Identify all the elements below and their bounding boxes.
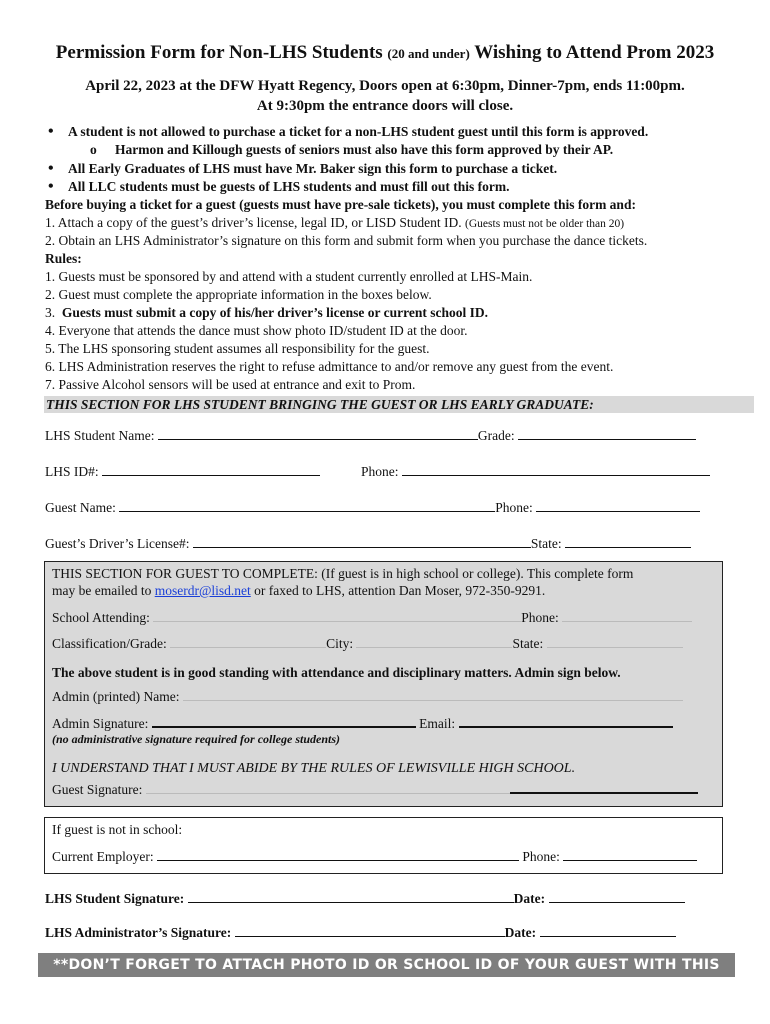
- employer-phone-label: Phone:: [522, 849, 560, 864]
- rule-1: 1. Guests must be sponsored by and attend with a student currently enrolled at LHS-Main.: [45, 269, 533, 284]
- guest-name-label: Guest Name:: [45, 500, 116, 515]
- student-section-header: THIS SECTION FOR LHS STUDENT BRINGING THE GUEST OR LHS EARLY GRADUATE:: [44, 396, 754, 413]
- admin-signature-field[interactable]: [152, 714, 416, 728]
- license-field[interactable]: [193, 535, 531, 548]
- rule-7: 7. Passive Alcohol sensors will be used at entrance and exit to Prom.: [45, 377, 416, 392]
- lhs-id-label: LHS ID#:: [45, 464, 99, 479]
- school-phone-label: Phone:: [521, 610, 559, 625]
- classification-label: Classification/Grade:: [52, 636, 167, 651]
- student-date-label: Date:: [513, 891, 546, 906]
- rule-5: 5. The LHS sponsoring student assumes all responsibility for the guest.: [45, 341, 430, 356]
- student-phone-label: Phone:: [361, 464, 399, 479]
- guest-name-field[interactable]: [119, 499, 495, 512]
- admin-name-field[interactable]: [183, 688, 683, 701]
- guest-phone-field[interactable]: [536, 499, 700, 512]
- classification-field[interactable]: [170, 635, 326, 648]
- bullet-dot: •: [48, 123, 54, 140]
- guest-signature-line[interactable]: [510, 780, 698, 794]
- title-end: Wishing to Attend Prom 2023: [474, 42, 715, 63]
- bullet-dot: •: [48, 178, 54, 195]
- event-details: [0, 76, 770, 116]
- administrator-date-field[interactable]: [540, 924, 676, 937]
- email-link[interactable]: moserdr@lisd.net: [154, 583, 251, 598]
- guest-intro-line-1: THIS SECTION FOR GUEST TO COMPLETE: (If guest is in high school or college). This complete form: [52, 566, 634, 581]
- good-standing-statement: The above student is in good standing with attendance and disciplinary matters. Admin sign below.: [52, 665, 621, 680]
- understand-statement: I UNDERSTAND THAT I MUST ABIDE BY THE RULES OF LEWISVILLE HIGH SCHOOL.: [52, 761, 576, 776]
- administrator-signature-field[interactable]: [235, 924, 505, 937]
- student-signature-label: LHS Student Signature:: [45, 891, 185, 906]
- rules-heading: Rules:: [45, 251, 82, 266]
- admin-email-label: Email:: [419, 716, 456, 731]
- guest-intro-line-2: may be emailed to moserdr@lisd.net or faxed to LHS, attention Dan Moser, 972-350-9291.: [52, 583, 546, 598]
- student-name-label: LHS Student Name:: [45, 428, 155, 443]
- administrator-date-label: Date:: [504, 925, 537, 940]
- student-signature-field[interactable]: [188, 890, 514, 903]
- student-name-row: [45, 427, 696, 444]
- grade-field[interactable]: [518, 427, 696, 440]
- school-row: [52, 609, 692, 626]
- age-limit-note: (Guests must not be older than 20): [465, 218, 625, 230]
- admin-email-field[interactable]: [459, 714, 673, 728]
- rule-3: 3. Guests must submit a copy of his/her driver’s license or current school ID.: [45, 305, 488, 320]
- before-heading: Before buying a ticket for a guest (guests must have pre-sale tickets), you must complete this form and:: [45, 197, 636, 212]
- employer-label: Current Employer:: [52, 849, 154, 864]
- rule-4: 4. Everyone that attends the dance must show photo ID/student ID at the door.: [45, 323, 468, 338]
- form-title: [0, 42, 770, 64]
- admin-signature-row: [52, 714, 673, 732]
- rule-2: 2. Guest must complete the appropriate information in the boxes below.: [45, 287, 432, 302]
- student-phone-row: [361, 463, 710, 480]
- classification-row: [52, 635, 683, 652]
- lhs-id-row: [45, 463, 320, 480]
- license-state-field[interactable]: [565, 535, 691, 548]
- bullet-llc: All LLC students must be guests of LHS students and must fill out this form.: [68, 179, 510, 194]
- grade-label: Grade:: [477, 428, 515, 443]
- admin-name-row: [52, 688, 683, 705]
- license-row: [45, 535, 691, 552]
- photo-id-reminder: **DON’T FORGET TO ATTACH PHOTO ID OR SCHOOL ID OF YOUR GUEST WITH THIS FORM!: [38, 953, 735, 977]
- guest-phone-label: Phone:: [495, 500, 533, 515]
- college-note: (no administrative signature required for college students): [52, 732, 341, 746]
- school-field[interactable]: [153, 609, 521, 622]
- title-main: Permission Form for Non-LHS Students: [55, 42, 383, 63]
- lhs-id-field[interactable]: [102, 463, 320, 476]
- school-label: School Attending:: [52, 610, 150, 625]
- license-state-label: State:: [530, 536, 562, 551]
- student-date-field[interactable]: [549, 890, 685, 903]
- school-phone-field[interactable]: [562, 609, 692, 622]
- before-item-2: 2. Obtain an LHS Administrator’s signature on this form and submit form when you purchase the dance tickets.: [45, 233, 648, 248]
- title-age-note: (20 and under): [387, 46, 470, 61]
- school-state-label: State:: [512, 636, 544, 651]
- employer-phone-field[interactable]: [563, 848, 697, 861]
- bullet-dot: •: [48, 160, 54, 177]
- city-label: City:: [326, 636, 354, 651]
- administrator-signature-label: LHS Administrator’s Signature:: [45, 925, 232, 940]
- bullet-approval: A student is not allowed to purchase a ticket for a non-LHS student guest until this form is approved.: [68, 124, 649, 139]
- guest-signature-label: Guest Signature:: [52, 782, 143, 797]
- city-field[interactable]: [356, 635, 512, 648]
- admin-name-label: Admin (printed) Name:: [52, 689, 180, 704]
- guest-signature-field[interactable]: [146, 781, 510, 794]
- guest-name-row: [45, 499, 700, 516]
- employer-row: [52, 848, 697, 865]
- event-date-line: April 22, 2023 at the DFW Hyatt Regency, Doors open at 6:30pm, Dinner-7pm, ends 11:00pm.: [85, 78, 685, 94]
- license-label: Guest’s Driver’s License#:: [45, 536, 190, 551]
- admin-signature-label: Admin Signature:: [52, 716, 149, 731]
- student-name-field[interactable]: [158, 427, 478, 440]
- student-signature-row: [45, 890, 685, 907]
- before-item-1: 1. Attach a copy of the guest’s driver’s license, legal ID, or LISD Student ID. (Guests must not be older than 20): [45, 215, 625, 230]
- sub-bullet-harmon: Harmon and Killough guests of seniors must also have this form approved by their AP.: [115, 142, 614, 157]
- doors-close-line: At 9:30pm the entrance doors will close.: [256, 98, 514, 114]
- not-in-school-label: If guest is not in school:: [52, 822, 183, 837]
- administrator-signature-row: [45, 924, 676, 941]
- sub-bullet-circle: o: [90, 142, 97, 157]
- student-phone-field[interactable]: [402, 463, 710, 476]
- guest-signature-row: [52, 780, 698, 798]
- rule-6: 6. LHS Administration reserves the right to refuse admittance to and/or remove any guest from the event.: [45, 359, 614, 374]
- employer-field[interactable]: [157, 848, 519, 861]
- school-state-field[interactable]: [547, 635, 683, 648]
- bullet-early-graduates: All Early Graduates of LHS must have Mr. Baker sign this form to purchase a ticket.: [68, 161, 558, 176]
